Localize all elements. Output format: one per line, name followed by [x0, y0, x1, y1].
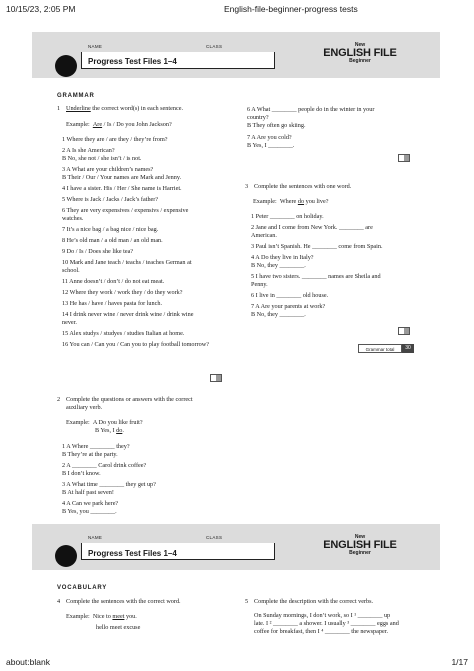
- q4-word-bank: hello meet excuse: [96, 624, 141, 631]
- name-label: NAME: [88, 44, 103, 49]
- list-item: 4 A Can we park here?: [62, 500, 119, 507]
- list-item: 6 I live in ________ old house.: [251, 292, 329, 299]
- list-item: B No, she not / she isn’t / is not.: [62, 155, 142, 162]
- list-item: 6 They are very expensives / expensivs / expensive: [62, 207, 189, 214]
- test-title: Progress Test Files 1–4: [88, 57, 177, 66]
- grammar-total-label: Grammar total: [358, 344, 402, 353]
- list-item: B They’re at the party.: [62, 451, 118, 458]
- print-footer: [6, 657, 468, 667]
- name-label: NAME: [88, 535, 103, 540]
- list-item: 2 A ________ Carol drink coffee?: [62, 462, 147, 469]
- print-url: about:blank: [6, 657, 50, 667]
- list-item: 15 Alex studys / studyes / studies Italian at home.: [62, 330, 185, 337]
- brand-level: Beginner: [349, 58, 371, 64]
- list-item: Penny.: [251, 281, 268, 288]
- list-item: 1 Where they are / are they / they’re from?: [62, 136, 168, 143]
- brand-new: New: [354, 534, 366, 540]
- list-item: B Yes, you ________.: [62, 508, 117, 515]
- section-heading-grammar: GRAMMAR: [57, 93, 95, 99]
- list-item: 14 I drink never wine / never drink wine / drink wine: [62, 311, 194, 318]
- test-title: Progress Test Files 1–4: [88, 549, 177, 558]
- brand-logo: [316, 535, 404, 556]
- score-box: [398, 154, 410, 162]
- q2-list: [62, 443, 232, 516]
- list-item: 7 It’s a nice bag / a bag nice / nice bag.: [62, 226, 159, 233]
- grammar-total: [358, 344, 414, 353]
- list-item: American.: [251, 232, 277, 239]
- grammar-total-value: 30: [402, 344, 414, 353]
- print-page-number: 1/17: [451, 657, 468, 667]
- paragraph-line: On Sunday mornings, I don’t work, so I ¹ ________ up: [254, 612, 391, 619]
- black-disc-icon: [55, 55, 77, 77]
- q2-example-answer: B Yes, I do.: [95, 427, 124, 434]
- brand-logo: [316, 43, 404, 64]
- score-box: [398, 327, 410, 335]
- list-item: 1 Peter ________ on holiday.: [251, 213, 324, 220]
- list-item: 12 Where they work / work they / do they work?: [62, 289, 183, 296]
- q2-continued-list: [247, 106, 437, 150]
- q3-instruction: 3 Complete the sentences with one word.: [245, 183, 352, 190]
- list-item: 9 Do / Is / Does she like tea?: [62, 248, 134, 255]
- list-item: 5 I have two sisters. ________ names are Sheila and: [251, 273, 381, 280]
- q3-list: [251, 213, 441, 319]
- list-item: B Yes, I ________.: [247, 142, 295, 149]
- print-doc-title: English-file-beginner-progress tests: [224, 4, 358, 14]
- list-item: country?: [247, 114, 269, 121]
- q2-instruction-cont: auxiliary verb.: [66, 404, 103, 411]
- brand-name: ENGLISH FILE: [323, 539, 397, 551]
- q5-paragraph: [254, 612, 444, 636]
- section-heading-vocabulary: VOCABULARY: [57, 585, 108, 591]
- q4-instruction: 4 Complete the sentences with the correct word.: [57, 598, 181, 605]
- q4-example: Example: Nice to meet you.: [66, 613, 137, 620]
- list-item: 11 Anne doesn’t / don’t / do not eat meat.: [62, 278, 165, 285]
- list-item: 16 You can / Can you / Can you to play football tomorrow?: [62, 341, 209, 348]
- list-item: 5 Where is Jack / Jacks / Jack’s father?: [62, 196, 159, 203]
- q1-instruction: 1 Underline the correct word(s) in each sentence.: [57, 105, 184, 112]
- list-item: 7 A Are your parents at work?: [251, 303, 326, 310]
- list-item: 1 A Where ________ they?: [62, 443, 130, 450]
- list-item: 7 A Are you cold?: [247, 134, 292, 141]
- list-item: B No, they ________.: [251, 311, 306, 318]
- list-item: 2 A Is she American?: [62, 147, 115, 154]
- brand-new: New: [354, 42, 366, 48]
- list-item: 4 A Do they live in Italy?: [251, 254, 314, 261]
- list-item: B I don’t know.: [62, 470, 101, 477]
- paragraph-line: coffee for breakfast, then I ⁴ ________ the newspaper.: [254, 628, 388, 635]
- list-item: never.: [62, 319, 77, 326]
- q1-example: Example: Are / Is / Do you John Jackson?: [66, 121, 172, 128]
- brand-level: Beginner: [349, 550, 371, 556]
- list-item: 2 Jane and I come from New York. ________ are: [251, 224, 373, 231]
- class-label: CLASS: [206, 535, 223, 540]
- list-item: watches.: [62, 215, 84, 222]
- q3-example: Example: Where do you live?: [253, 198, 329, 205]
- list-item: B At half past seven!: [62, 489, 114, 496]
- list-item: 3 A What time ________ they get up?: [62, 481, 156, 488]
- black-disc-icon: [55, 545, 77, 567]
- q2-instruction: 2 Complete the questions or answers with the correct: [57, 396, 193, 403]
- list-item: 8 He’s old man / a old man / an old man.: [62, 237, 163, 244]
- list-item: 10 Mark and Jane teach / teachs / teaches German at: [62, 259, 192, 266]
- q5-instruction: 5 Complete the description with the correct verbs.: [245, 598, 374, 605]
- list-item: 6 A What ________ people do in the winter in your: [247, 106, 375, 113]
- list-item: 4 I have a sister. His / Her / She name is Harriet.: [62, 185, 182, 192]
- q2-example: Example: A Do you like fruit?: [66, 419, 143, 426]
- list-item: B Their / Our / Your names are Mark and Jenny.: [62, 174, 182, 181]
- score-box: [210, 374, 222, 382]
- list-item: 3 Paul isn’t Spanish. He ________ come from Spain.: [251, 243, 383, 250]
- brand-name: ENGLISH FILE: [323, 47, 397, 59]
- print-datetime: 10/15/23, 2:05 PM: [6, 4, 76, 14]
- list-item: B No, they ________.: [251, 262, 306, 269]
- class-label: CLASS: [206, 44, 223, 49]
- list-item: school.: [62, 267, 80, 274]
- list-item: 13 He has / have / haves pasta for lunch.: [62, 300, 163, 307]
- list-item: B They often go skiing.: [247, 122, 306, 129]
- q1-list: [62, 136, 232, 349]
- paragraph-line: late. I ² ________ a shower. I usually ³ ________ eggs and: [254, 620, 399, 627]
- list-item: 3 A What are your children’s names?: [62, 166, 154, 173]
